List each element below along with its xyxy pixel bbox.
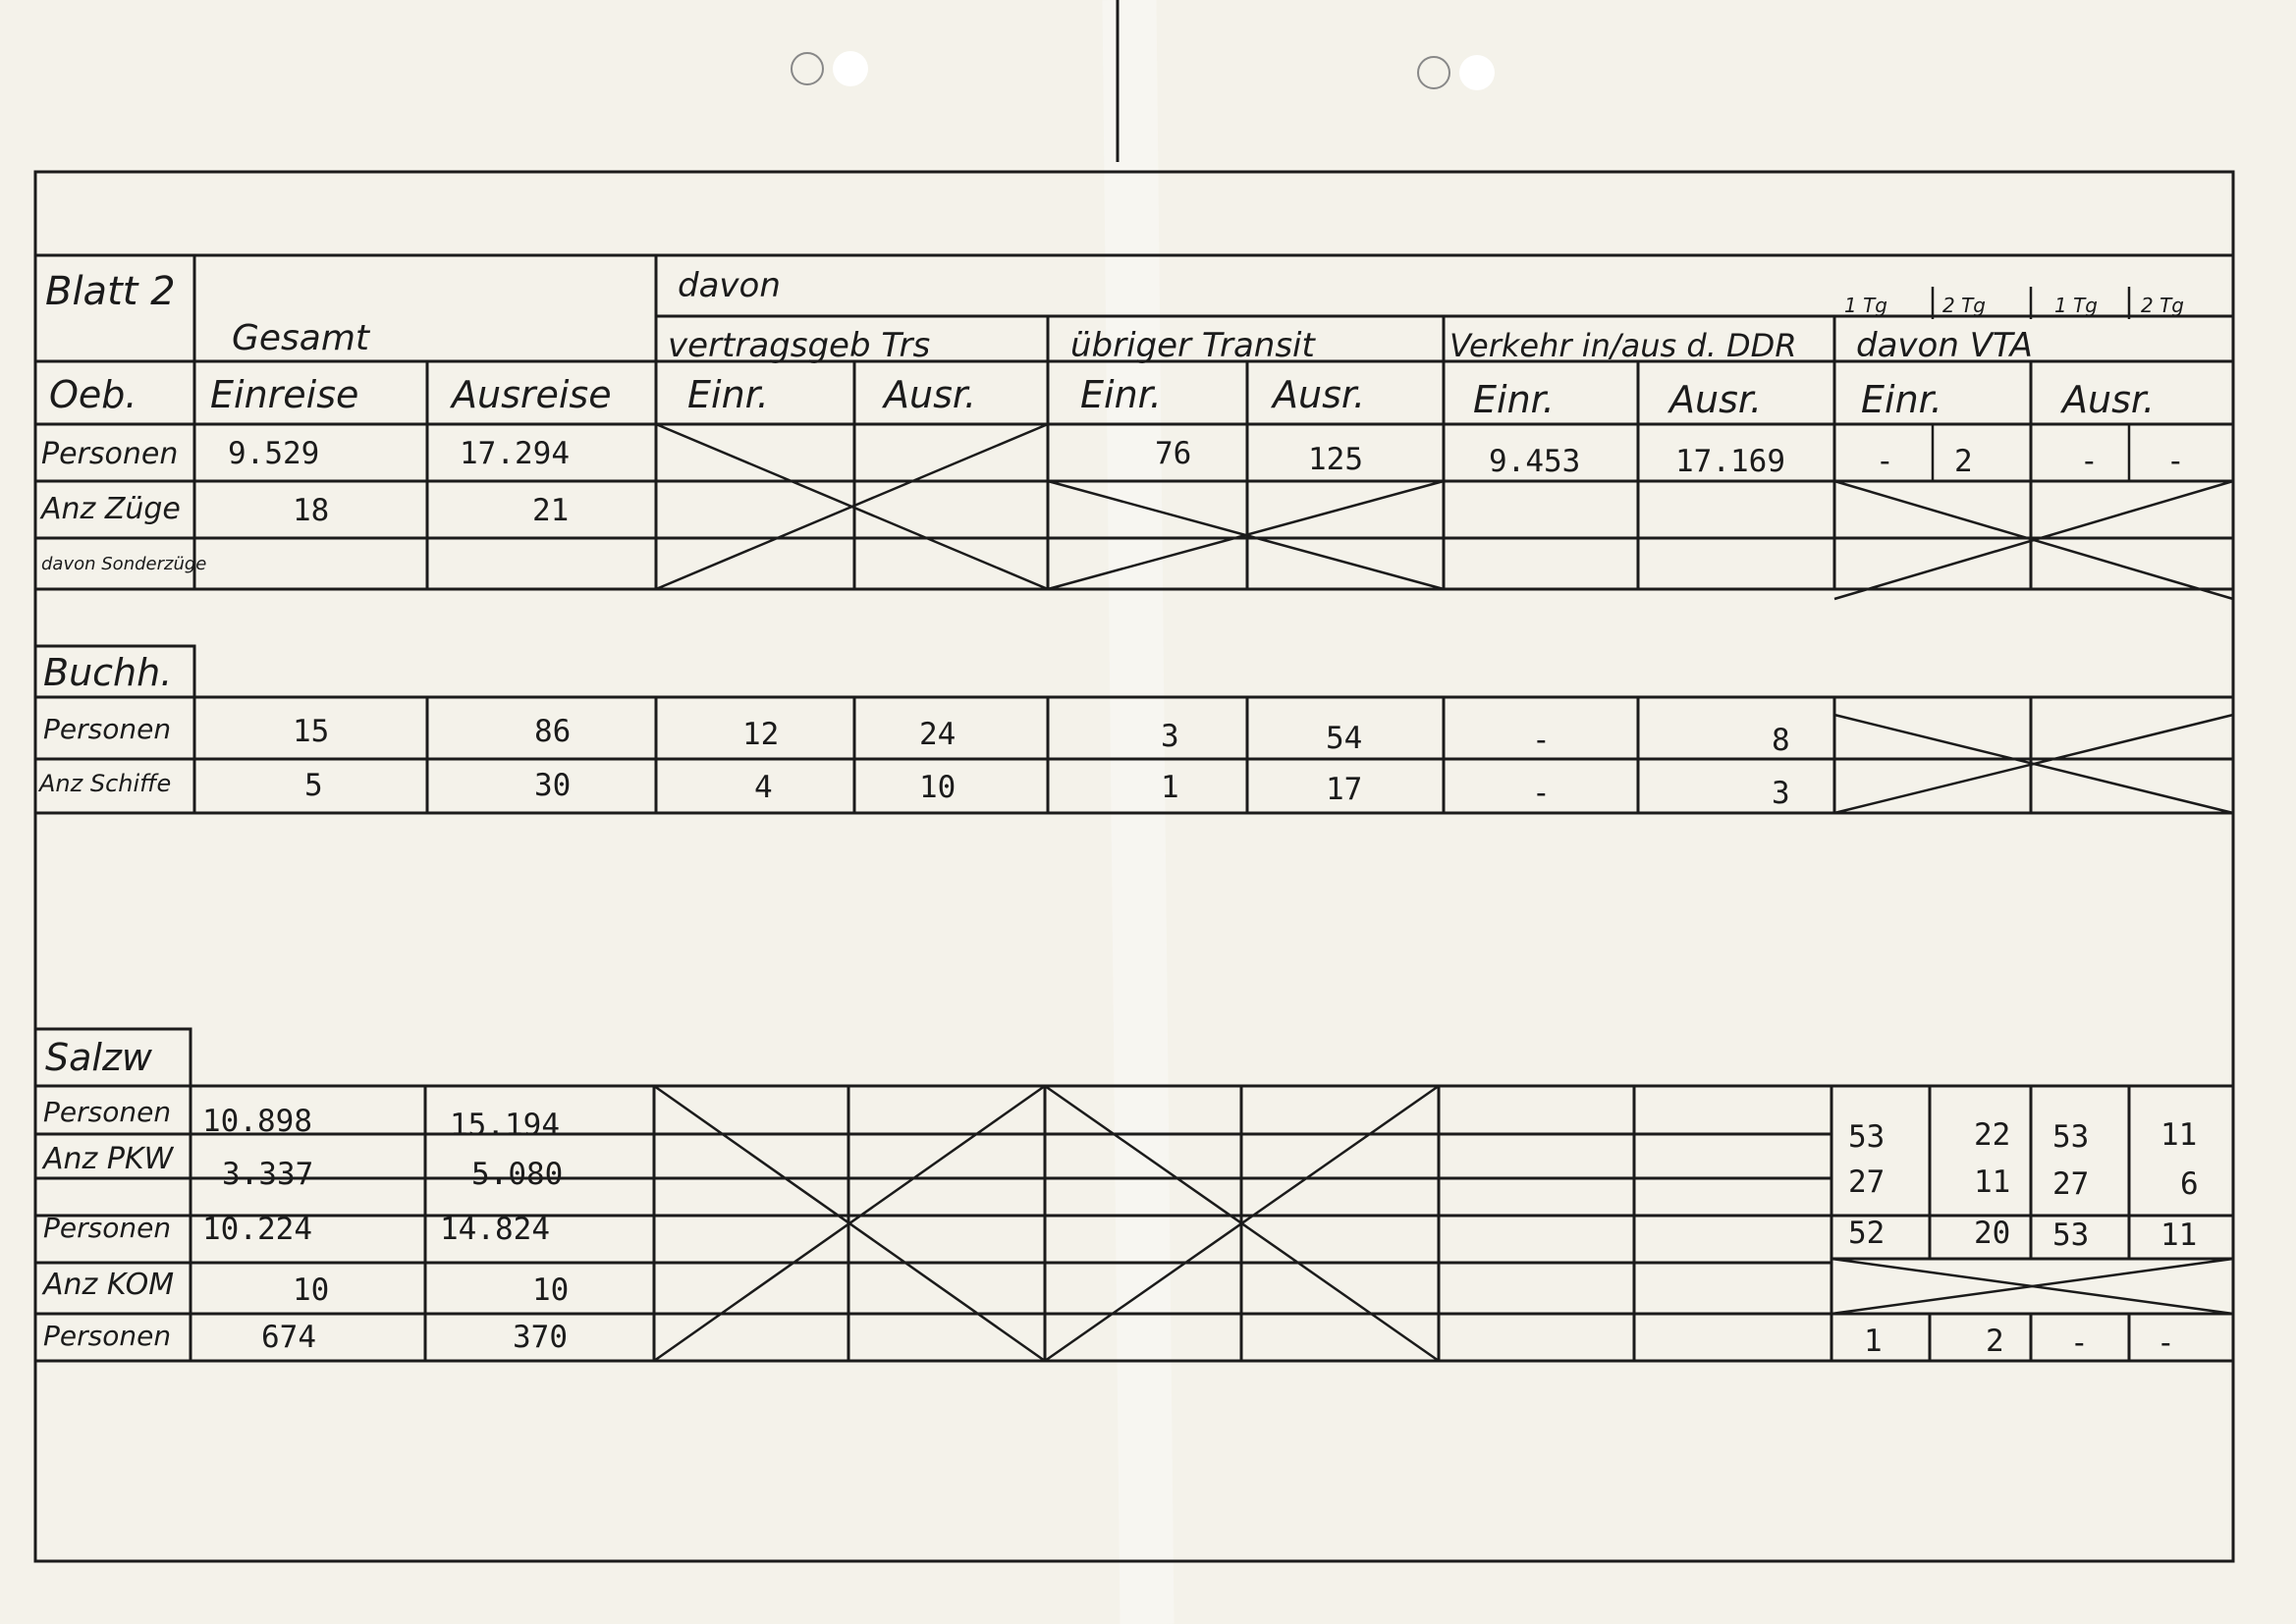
salzw-personen-ausreise: 15.194 — [450, 1108, 560, 1143]
section-label-salzw: Salzw — [45, 1036, 152, 1079]
sheet-label: Blatt 2 — [45, 269, 176, 314]
row-label: Anz KOM — [43, 1268, 175, 1302]
buchh-schiffe-ddr-einr: - — [1532, 776, 1551, 811]
group-vertragsgeb: vertragsgeb Trs — [668, 326, 931, 365]
salzw-vta-value: 27 — [2052, 1166, 2090, 1202]
salzw-vta-value: 27 — [1848, 1164, 1886, 1200]
col-header-ausr: Ausr. — [884, 373, 977, 416]
salzw-vta-value: 11 — [1974, 1164, 2011, 1200]
oeb-vta-value: - — [2080, 444, 2099, 479]
salzw-personen3-einreise: 674 — [261, 1320, 316, 1355]
salzw-personen-einreise: 10.898 — [202, 1104, 312, 1139]
col-header-einr: Einr. — [1080, 373, 1162, 416]
oeb-zuege-ausreise: 21 — [532, 493, 570, 528]
col-header-einr: Einr. — [687, 373, 769, 416]
col-header-ausr: Ausr. — [1669, 378, 1763, 421]
salzw-vta-value: 1 — [1864, 1324, 1883, 1359]
col-header-ausr: Ausr. — [2062, 378, 2156, 421]
salzw-vta-value: - — [2157, 1326, 2175, 1361]
col-header-einreise: Einreise — [210, 373, 359, 416]
row-label: Anz PKW — [43, 1142, 174, 1176]
vta-day-mark: 1 Tg — [1844, 294, 1887, 317]
vta-day-mark: 1 Tg — [2054, 294, 2098, 317]
salzw-kom-einreise: 10 — [293, 1272, 330, 1308]
buchh-personen-ausreise: 86 — [534, 714, 572, 749]
salzw-personen2-ausreise: 14.824 — [440, 1212, 550, 1247]
gesamt-header: Gesamt — [232, 318, 370, 358]
col-header-einr: Einr. — [1473, 378, 1555, 421]
buchh-schiffe-ausreise: 30 — [534, 768, 572, 803]
punch-hole-icon — [833, 51, 868, 86]
oeb-personen-ddr-einr: 9.453 — [1489, 444, 1581, 479]
salzw-vta-value: - — [2070, 1326, 2089, 1361]
buchh-schiffe-vtr-einr: 4 — [754, 770, 773, 805]
oeb-personen-einreise: 9.529 — [228, 436, 320, 471]
buchh-schiffe-ddr-ausr: 3 — [1772, 776, 1790, 811]
salzw-vta-value: 53 — [2052, 1119, 2090, 1155]
salzw-vta-value: 20 — [1974, 1216, 2011, 1251]
buchh-personen-ddr-einr: - — [1532, 723, 1551, 758]
row-label: Anz Schiffe — [39, 770, 172, 797]
buchh-personen-einreise: 15 — [293, 714, 330, 749]
salzw-vta-value: 6 — [2180, 1166, 2199, 1202]
salzw-vta-value: 52 — [1848, 1216, 1886, 1251]
group-uebriger-transit: übriger Transit — [1070, 326, 1315, 365]
salzw-vta-value: 22 — [1974, 1117, 2011, 1153]
salzw-pkw-ausreise: 5.080 — [471, 1157, 564, 1192]
oeb-personen-ddr-ausr: 17.169 — [1675, 444, 1785, 479]
punch-hole-icon — [1459, 55, 1495, 90]
row-label: Personen — [43, 1212, 172, 1244]
buchh-personen-ueb-ausr: 54 — [1326, 721, 1363, 756]
oeb-vta-value: - — [2166, 444, 2185, 479]
salzw-vta-value: 53 — [2052, 1218, 2090, 1253]
col-header-einr: Einr. — [1861, 378, 1942, 421]
section-label-buchh: Buchh. — [43, 651, 173, 694]
row-label: Personen — [43, 1096, 172, 1128]
section-label-oeb: Oeb. — [49, 373, 137, 416]
row-label: Personen — [43, 1320, 172, 1352]
oeb-vta-value: - — [1876, 444, 1894, 479]
row-label: Personen — [43, 713, 172, 745]
group-verkehr-ddr: Verkehr in/aus d. DDR — [1449, 327, 1797, 364]
vta-day-mark: 2 Tg — [1942, 294, 1986, 317]
buchh-personen-vtr-ausr: 24 — [919, 717, 957, 752]
row-label: Anz Züge — [41, 492, 181, 526]
col-header-ausr: Ausr. — [1273, 373, 1366, 416]
salzw-kom-ausreise: 10 — [532, 1272, 570, 1308]
vta-day-mark: 2 Tg — [2141, 294, 2184, 317]
salzw-personen2-einreise: 10.224 — [202, 1212, 312, 1247]
davon-header: davon — [678, 266, 781, 305]
row-label: Personen — [41, 437, 179, 471]
salzw-vta-value: 11 — [2160, 1117, 2198, 1153]
salzw-pkw-einreise: 3.337 — [222, 1157, 314, 1192]
oeb-personen-ueb-einr: 76 — [1155, 436, 1192, 471]
group-vta: davon VTA — [1856, 326, 2033, 365]
salzw-vta-value: 2 — [1986, 1324, 2004, 1359]
salzw-vta-value: 53 — [1848, 1119, 1886, 1155]
oeb-zuege-einreise: 18 — [293, 493, 330, 528]
salzw-vta-value: 11 — [2160, 1218, 2198, 1253]
row-label: davon Sonderzüge — [41, 554, 207, 574]
buchh-personen-ueb-einr: 3 — [1161, 719, 1179, 754]
buchh-schiffe-ueb-einr: 1 — [1161, 770, 1179, 805]
oeb-personen-ausreise: 17.294 — [460, 436, 570, 471]
buchh-personen-ddr-ausr: 8 — [1772, 723, 1790, 758]
salzw-personen3-ausreise: 370 — [513, 1320, 568, 1355]
oeb-vta-value: 2 — [1954, 444, 1973, 479]
buchh-schiffe-vtr-ausr: 10 — [919, 770, 957, 805]
oeb-personen-ueb-ausr: 125 — [1308, 442, 1363, 477]
buchh-schiffe-einreise: 5 — [304, 768, 323, 803]
buchh-personen-vtr-einr: 12 — [742, 717, 780, 752]
col-header-ausreise: Ausreise — [452, 373, 612, 416]
buchh-schiffe-ueb-ausr: 17 — [1326, 772, 1363, 807]
